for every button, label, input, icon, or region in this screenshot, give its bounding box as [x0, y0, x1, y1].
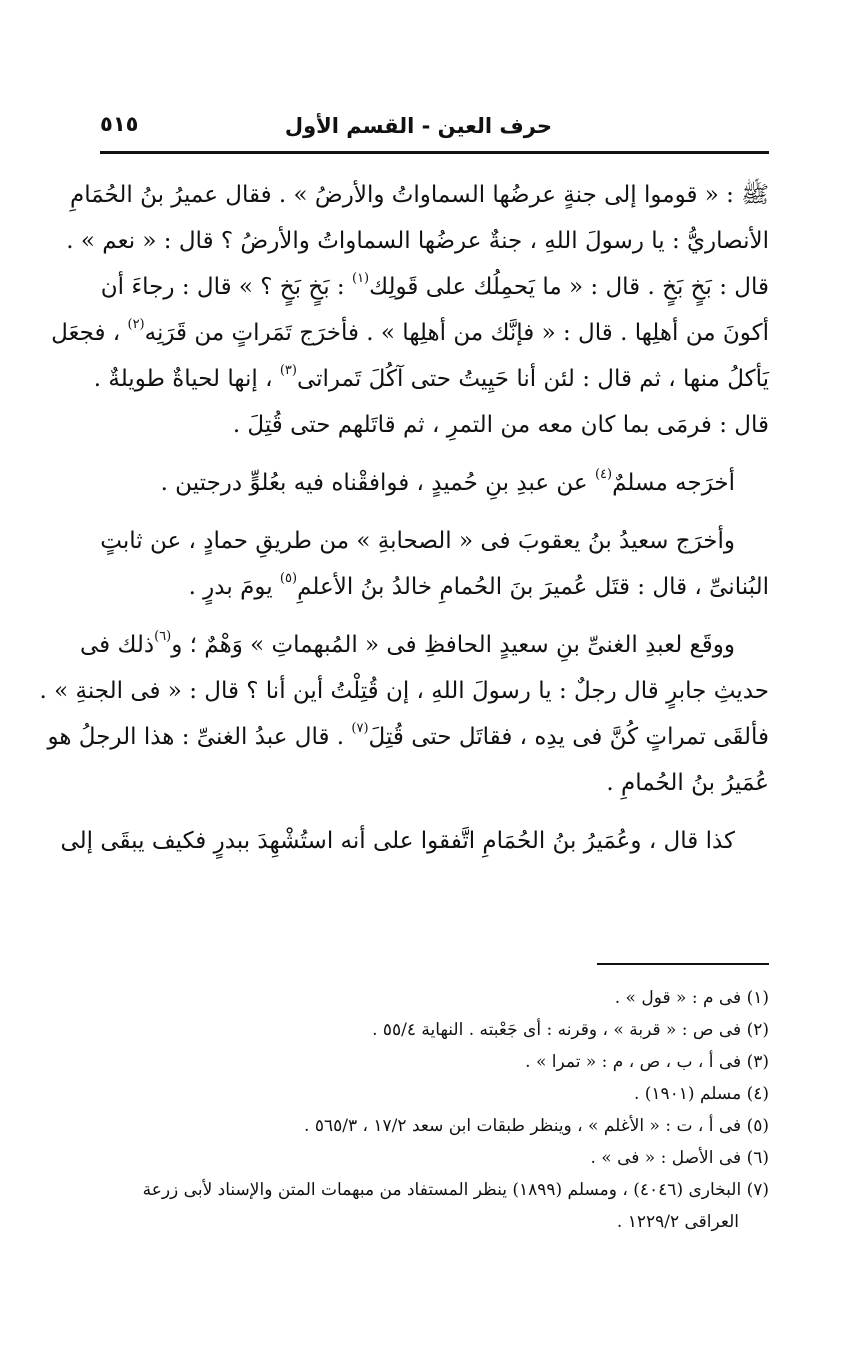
footnote: (١) فى م : « قول » .: [614, 988, 769, 1008]
footnote-marker: (٦): [154, 629, 172, 644]
text-run: يَأكلُ منها ، ثم قال : لئن أنا حَيِيتُ حتى آكُلَ تَمراتى: [296, 366, 769, 392]
text-line: [100, 402, 769, 448]
main-text: [39, 172, 769, 864]
text-run: يومَ بدرٍ .: [188, 574, 280, 600]
footnote-marker: (١): [351, 271, 370, 286]
text-line: [51, 310, 769, 356]
paragraph-gap: [100, 506, 769, 518]
text-run: عُمَيرُ بنُ الحُمامِ .: [606, 770, 769, 796]
footnote: (٦) فى الأصل : « فى » .: [590, 1148, 769, 1168]
text-line: [100, 518, 769, 564]
text-run: ، إنها لحياةٌ طويلةٌ .: [93, 366, 280, 392]
text-line: [100, 264, 769, 310]
text-line: [79, 622, 769, 668]
text-line: [66, 218, 769, 264]
text-run: حديثِ جابرٍ قال رجلٌ : يا رسولَ اللهِ ، إن قُتِلْتُ أين أنا ؟ قال : « فى الجنةِ » .: [39, 678, 769, 704]
footnote: (٧) البخارى (٤٠٤٦) ، ومسلم (١٨٩٩) ينظر المستفاد من مبهمات المتن والإسناد لأبى زرعة: [142, 1180, 769, 1200]
text-run: أكونَ من أهلِها . قال : « فإنَّك من أهلِها » . فأخرَج تَمَراتٍ من قَرَنِه: [144, 320, 769, 346]
footnote-marker: (٥): [279, 571, 298, 586]
text-run: قال : بَخٍ بَخٍ . قال : « ما يَحمِلُك على قَولِك: [369, 274, 769, 300]
text-run: ذلك فى: [79, 632, 155, 658]
text-line: [100, 760, 769, 806]
text-run: قال : فرمَى بما كان معه من التمرِ ، ثم قاتَلهم حتى قُتِلَ .: [232, 412, 769, 438]
footnote: (٤) مسلم (١٩٠١) .: [633, 1084, 769, 1104]
page-header: [100, 108, 770, 148]
text-run: : بَخٍ بَخٍ ؟ » قال : رجاءَ أن: [100, 274, 352, 300]
text-run: أخرَجه مسلمٌ: [612, 470, 735, 496]
text-run: ، فجعَل: [51, 320, 128, 346]
text-run: ووقَع لعبدِ الغنىِّ بنِ سعيدٍ الحافظِ فى « المُبهماتِ » وَهْمٌ ؛ و: [171, 632, 735, 658]
footnote: (٥) فى أ ، ت : « الأغلم » ، وينظر طبقات ابن سعد ١٧/٢ ، ٥٦٥/٣ .: [304, 1116, 769, 1136]
text-run: ﷺ : « قوموا إلى جنةٍ عرضُها السماواتُ والأرضُ » . فقال عميرُ بنُ الحُمَامِ: [69, 182, 769, 208]
text-run: وأخرَج سعيدُ بنُ يعقوبَ فى « الصحابةِ » من طريقِ حمادٍ ، عن ثابتٍ: [100, 528, 735, 554]
text-line: [60, 818, 769, 864]
header-rule: [100, 151, 769, 154]
footnote-continuation: العراقى ١٢٢٩/٢ .: [616, 1212, 739, 1232]
text-run: عن عبدِ بنِ حُميدٍ ، فوافقْناه فيه بعُلوٍّ درجتين .: [160, 470, 595, 496]
text-line: [69, 172, 769, 218]
footnotes: [100, 982, 769, 1238]
footnote-rule: [597, 963, 769, 965]
text-run: فألقَى تمراتٍ كُنَّ فى يدِه ، فقاتَل حتى قُتِلَ: [368, 724, 769, 750]
text-line: [93, 356, 769, 402]
text-run: كذا قال ، وعُمَيرُ بنُ الحُمَامِ اتَّفقوا على أنه استُشْهِدَ ببدرٍ فكيف يبقَى إلى: [60, 828, 735, 854]
page-number: ٥١٥: [100, 112, 139, 136]
paragraph-gap: [100, 610, 769, 622]
footnote-marker: (٣): [279, 363, 297, 378]
footnote-marker: (٧): [351, 721, 369, 736]
text-run: . قال عبدُ الغنىِّ : هذا الرجلُ هو: [47, 724, 352, 750]
text-run: البُنانىِّ ، قال : قتَل عُميرَ بنَ الحُمامِ خالدُ بنُ الأعلمِ: [297, 574, 769, 600]
text-run: الأنصاريُّ : يا رسولَ اللهِ ، جنةٌ عرضُها السماواتُ والأرضُ ؟ قال : « نعم » .: [66, 228, 769, 254]
text-line: [100, 564, 769, 610]
footnote-marker: (٢): [127, 317, 145, 332]
footnote: (٢) فى ص : « قربة » ، وقرنه : أى جَعْبته . النهاية ٥٥/٤ .: [372, 1020, 769, 1040]
running-title: حرف العين - القسم الأول: [284, 114, 552, 138]
paragraph-gap: [100, 806, 769, 818]
text-line: [100, 460, 769, 506]
text-line: [39, 668, 769, 714]
paragraph-gap: [100, 448, 769, 460]
footnote-marker: (٤): [594, 467, 613, 482]
footnote: (٣) فى أ ، ب ، ص ، م : « تمرا » .: [525, 1052, 769, 1072]
text-line: [47, 714, 769, 760]
